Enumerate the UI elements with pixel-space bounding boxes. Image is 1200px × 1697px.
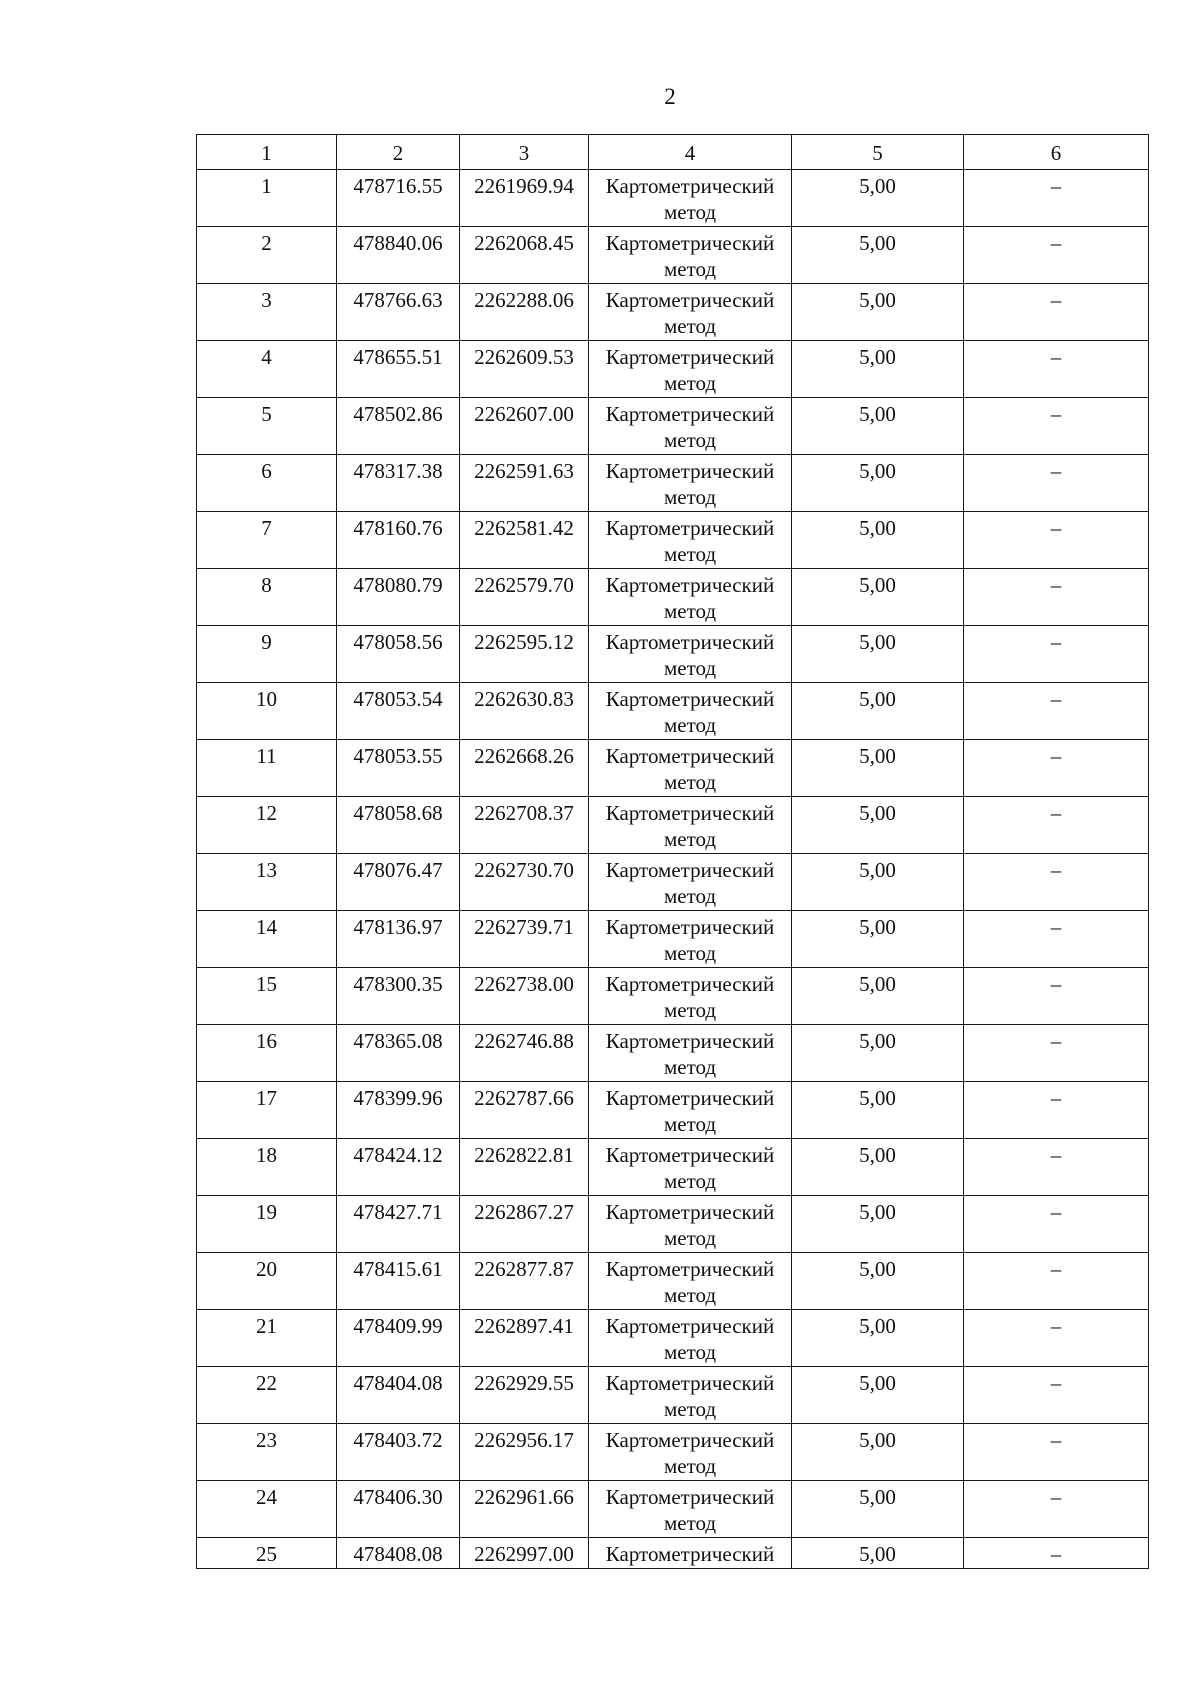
- point-number-cell: 3: [197, 284, 337, 341]
- y-coordinate-cell: 2262929.55: [460, 1367, 589, 1424]
- method-cell: Картометрический метод: [589, 1481, 792, 1538]
- accuracy-cell: 5,00: [792, 1139, 964, 1196]
- table-row: [197, 1424, 1149, 1481]
- method-cell: Картометрический метод: [589, 341, 792, 398]
- table-body: [197, 170, 1149, 1569]
- description-cell: –: [964, 398, 1149, 455]
- accuracy-cell: 5,00: [792, 1196, 964, 1253]
- description-cell: –: [964, 1367, 1149, 1424]
- description-cell: –: [964, 683, 1149, 740]
- table-row: [197, 398, 1149, 455]
- accuracy-cell: 5,00: [792, 341, 964, 398]
- method-cell: Картометрический метод: [589, 1253, 792, 1310]
- coordinates-table: [196, 134, 1149, 1569]
- point-number-cell: 19: [197, 1196, 337, 1253]
- x-coordinate-cell: 478053.55: [337, 740, 460, 797]
- description-cell: –: [964, 1310, 1149, 1367]
- description-cell: –: [964, 1253, 1149, 1310]
- point-number-cell: 25: [197, 1538, 337, 1569]
- point-number-cell: 6: [197, 455, 337, 512]
- point-number-cell: 15: [197, 968, 337, 1025]
- table-row: [197, 1196, 1149, 1253]
- y-coordinate-cell: 2262591.63: [460, 455, 589, 512]
- x-coordinate-cell: 478415.61: [337, 1253, 460, 1310]
- method-cell: Картометрический метод: [589, 170, 792, 227]
- x-coordinate-cell: 478365.08: [337, 1025, 460, 1082]
- accuracy-cell: 5,00: [792, 1538, 964, 1569]
- table-header-row: [197, 135, 1149, 170]
- point-number-cell: 1: [197, 170, 337, 227]
- table-row: [197, 740, 1149, 797]
- x-coordinate-cell: 478406.30: [337, 1481, 460, 1538]
- point-number-cell: 17: [197, 1082, 337, 1139]
- method-cell: Картометрический метод: [589, 797, 792, 854]
- header-col-4: 4: [589, 135, 792, 170]
- method-cell: Картометрический метод: [589, 398, 792, 455]
- x-coordinate-cell: 478076.47: [337, 854, 460, 911]
- accuracy-cell: 5,00: [792, 398, 964, 455]
- method-cell: Картометрический метод: [589, 227, 792, 284]
- point-number-cell: 10: [197, 683, 337, 740]
- x-coordinate-cell: 478766.63: [337, 284, 460, 341]
- y-coordinate-cell: 2262595.12: [460, 626, 589, 683]
- table-row: [197, 170, 1149, 227]
- x-coordinate-cell: 478716.55: [337, 170, 460, 227]
- y-coordinate-cell: 2262787.66: [460, 1082, 589, 1139]
- table-row: [197, 1481, 1149, 1538]
- description-cell: –: [964, 626, 1149, 683]
- point-number-cell: 16: [197, 1025, 337, 1082]
- header-col-1: 1: [197, 135, 337, 170]
- table-row: [197, 797, 1149, 854]
- table-row: [197, 1082, 1149, 1139]
- point-number-cell: 22: [197, 1367, 337, 1424]
- accuracy-cell: 5,00: [792, 854, 964, 911]
- table-row: [197, 284, 1149, 341]
- y-coordinate-cell: 2262579.70: [460, 569, 589, 626]
- method-cell: Картометрический метод: [589, 854, 792, 911]
- x-coordinate-cell: 478136.97: [337, 911, 460, 968]
- description-cell: –: [964, 968, 1149, 1025]
- x-coordinate-cell: 478058.56: [337, 626, 460, 683]
- y-coordinate-cell: 2262867.27: [460, 1196, 589, 1253]
- x-coordinate-cell: 478409.99: [337, 1310, 460, 1367]
- table-row: [197, 1367, 1149, 1424]
- y-coordinate-cell: 2262630.83: [460, 683, 589, 740]
- y-coordinate-cell: 2262581.42: [460, 512, 589, 569]
- method-cell: Картометрический: [589, 1538, 792, 1569]
- point-number-cell: 21: [197, 1310, 337, 1367]
- accuracy-cell: 5,00: [792, 1025, 964, 1082]
- y-coordinate-cell: 2261969.94: [460, 170, 589, 227]
- accuracy-cell: 5,00: [792, 683, 964, 740]
- description-cell: –: [964, 1139, 1149, 1196]
- method-cell: Картометрический метод: [589, 1025, 792, 1082]
- table-row: [197, 1025, 1149, 1082]
- description-cell: –: [964, 512, 1149, 569]
- x-coordinate-cell: 478058.68: [337, 797, 460, 854]
- accuracy-cell: 5,00: [792, 1082, 964, 1139]
- method-cell: Картометрический метод: [589, 911, 792, 968]
- accuracy-cell: 5,00: [792, 1253, 964, 1310]
- y-coordinate-cell: 2262822.81: [460, 1139, 589, 1196]
- description-cell: –: [964, 797, 1149, 854]
- x-coordinate-cell: 478424.12: [337, 1139, 460, 1196]
- table-row: [197, 1139, 1149, 1196]
- y-coordinate-cell: 2262956.17: [460, 1424, 589, 1481]
- method-cell: Картометрический метод: [589, 1082, 792, 1139]
- y-coordinate-cell: 2262997.00: [460, 1538, 589, 1569]
- table-row: [197, 341, 1149, 398]
- table-row: [197, 455, 1149, 512]
- y-coordinate-cell: 2262730.70: [460, 854, 589, 911]
- method-cell: Картометрический метод: [589, 1424, 792, 1481]
- method-cell: Картометрический метод: [589, 1196, 792, 1253]
- y-coordinate-cell: 2262877.87: [460, 1253, 589, 1310]
- accuracy-cell: 5,00: [792, 1481, 964, 1538]
- y-coordinate-cell: 2262961.66: [460, 1481, 589, 1538]
- method-cell: Картометрический метод: [589, 1310, 792, 1367]
- point-number-cell: 13: [197, 854, 337, 911]
- y-coordinate-cell: 2262607.00: [460, 398, 589, 455]
- x-coordinate-cell: 478160.76: [337, 512, 460, 569]
- y-coordinate-cell: 2262746.88: [460, 1025, 589, 1082]
- table-row: [197, 911, 1149, 968]
- accuracy-cell: 5,00: [792, 1310, 964, 1367]
- y-coordinate-cell: 2262738.00: [460, 968, 589, 1025]
- header-col-2: 2: [337, 135, 460, 170]
- y-coordinate-cell: 2262288.06: [460, 284, 589, 341]
- header-col-3: 3: [460, 135, 589, 170]
- accuracy-cell: 5,00: [792, 227, 964, 284]
- point-number-cell: 8: [197, 569, 337, 626]
- description-cell: –: [964, 341, 1149, 398]
- y-coordinate-cell: 2262708.37: [460, 797, 589, 854]
- accuracy-cell: 5,00: [792, 968, 964, 1025]
- description-cell: –: [964, 1196, 1149, 1253]
- accuracy-cell: 5,00: [792, 797, 964, 854]
- y-coordinate-cell: 2262739.71: [460, 911, 589, 968]
- x-coordinate-cell: 478300.35: [337, 968, 460, 1025]
- x-coordinate-cell: 478427.71: [337, 1196, 460, 1253]
- point-number-cell: 2: [197, 227, 337, 284]
- description-cell: –: [964, 227, 1149, 284]
- table-row: [197, 968, 1149, 1025]
- description-cell: –: [964, 1538, 1149, 1569]
- accuracy-cell: 5,00: [792, 512, 964, 569]
- description-cell: –: [964, 1082, 1149, 1139]
- description-cell: –: [964, 911, 1149, 968]
- method-cell: Картометрический метод: [589, 683, 792, 740]
- table-row: [197, 1310, 1149, 1367]
- x-coordinate-cell: 478502.86: [337, 398, 460, 455]
- table-row: [197, 1538, 1149, 1569]
- accuracy-cell: 5,00: [792, 740, 964, 797]
- point-number-cell: 18: [197, 1139, 337, 1196]
- x-coordinate-cell: 478403.72: [337, 1424, 460, 1481]
- point-number-cell: 23: [197, 1424, 337, 1481]
- accuracy-cell: 5,00: [792, 626, 964, 683]
- x-coordinate-cell: 478404.08: [337, 1367, 460, 1424]
- table-row: [197, 569, 1149, 626]
- y-coordinate-cell: 2262668.26: [460, 740, 589, 797]
- method-cell: Картометрический метод: [589, 284, 792, 341]
- header-col-6: 6: [964, 135, 1149, 170]
- point-number-cell: 20: [197, 1253, 337, 1310]
- method-cell: Картометрический метод: [589, 1139, 792, 1196]
- description-cell: –: [964, 569, 1149, 626]
- accuracy-cell: 5,00: [792, 1424, 964, 1481]
- x-coordinate-cell: 478840.06: [337, 227, 460, 284]
- table-row: [197, 512, 1149, 569]
- page-number: 2: [664, 84, 676, 109]
- description-cell: –: [964, 740, 1149, 797]
- point-number-cell: 4: [197, 341, 337, 398]
- method-cell: Картометрический метод: [589, 569, 792, 626]
- description-cell: –: [964, 854, 1149, 911]
- x-coordinate-cell: 478399.96: [337, 1082, 460, 1139]
- header-col-5: 5: [792, 135, 964, 170]
- method-cell: Картометрический метод: [589, 626, 792, 683]
- x-coordinate-cell: 478080.79: [337, 569, 460, 626]
- x-coordinate-cell: 478053.54: [337, 683, 460, 740]
- method-cell: Картометрический метод: [589, 1367, 792, 1424]
- point-number-cell: 24: [197, 1481, 337, 1538]
- point-number-cell: 5: [197, 398, 337, 455]
- table-row: [197, 854, 1149, 911]
- method-cell: Картометрический метод: [589, 455, 792, 512]
- accuracy-cell: 5,00: [792, 911, 964, 968]
- accuracy-cell: 5,00: [792, 569, 964, 626]
- accuracy-cell: 5,00: [792, 170, 964, 227]
- x-coordinate-cell: 478655.51: [337, 341, 460, 398]
- description-cell: –: [964, 1481, 1149, 1538]
- table-row: [197, 626, 1149, 683]
- point-number-cell: 9: [197, 626, 337, 683]
- description-cell: –: [964, 170, 1149, 227]
- method-cell: Картометрический метод: [589, 512, 792, 569]
- description-cell: –: [964, 284, 1149, 341]
- method-cell: Картометрический метод: [589, 740, 792, 797]
- accuracy-cell: 5,00: [792, 455, 964, 512]
- point-number-cell: 7: [197, 512, 337, 569]
- table-row: [197, 227, 1149, 284]
- x-coordinate-cell: 478317.38: [337, 455, 460, 512]
- method-cell: Картометрический метод: [589, 968, 792, 1025]
- description-cell: –: [964, 455, 1149, 512]
- y-coordinate-cell: 2262068.45: [460, 227, 589, 284]
- table-row: [197, 1253, 1149, 1310]
- accuracy-cell: 5,00: [792, 1367, 964, 1424]
- description-cell: –: [964, 1025, 1149, 1082]
- point-number-cell: 14: [197, 911, 337, 968]
- y-coordinate-cell: 2262609.53: [460, 341, 589, 398]
- x-coordinate-cell: 478408.08: [337, 1538, 460, 1569]
- point-number-cell: 11: [197, 740, 337, 797]
- y-coordinate-cell: 2262897.41: [460, 1310, 589, 1367]
- table-row: [197, 683, 1149, 740]
- accuracy-cell: 5,00: [792, 284, 964, 341]
- point-number-cell: 12: [197, 797, 337, 854]
- description-cell: –: [964, 1424, 1149, 1481]
